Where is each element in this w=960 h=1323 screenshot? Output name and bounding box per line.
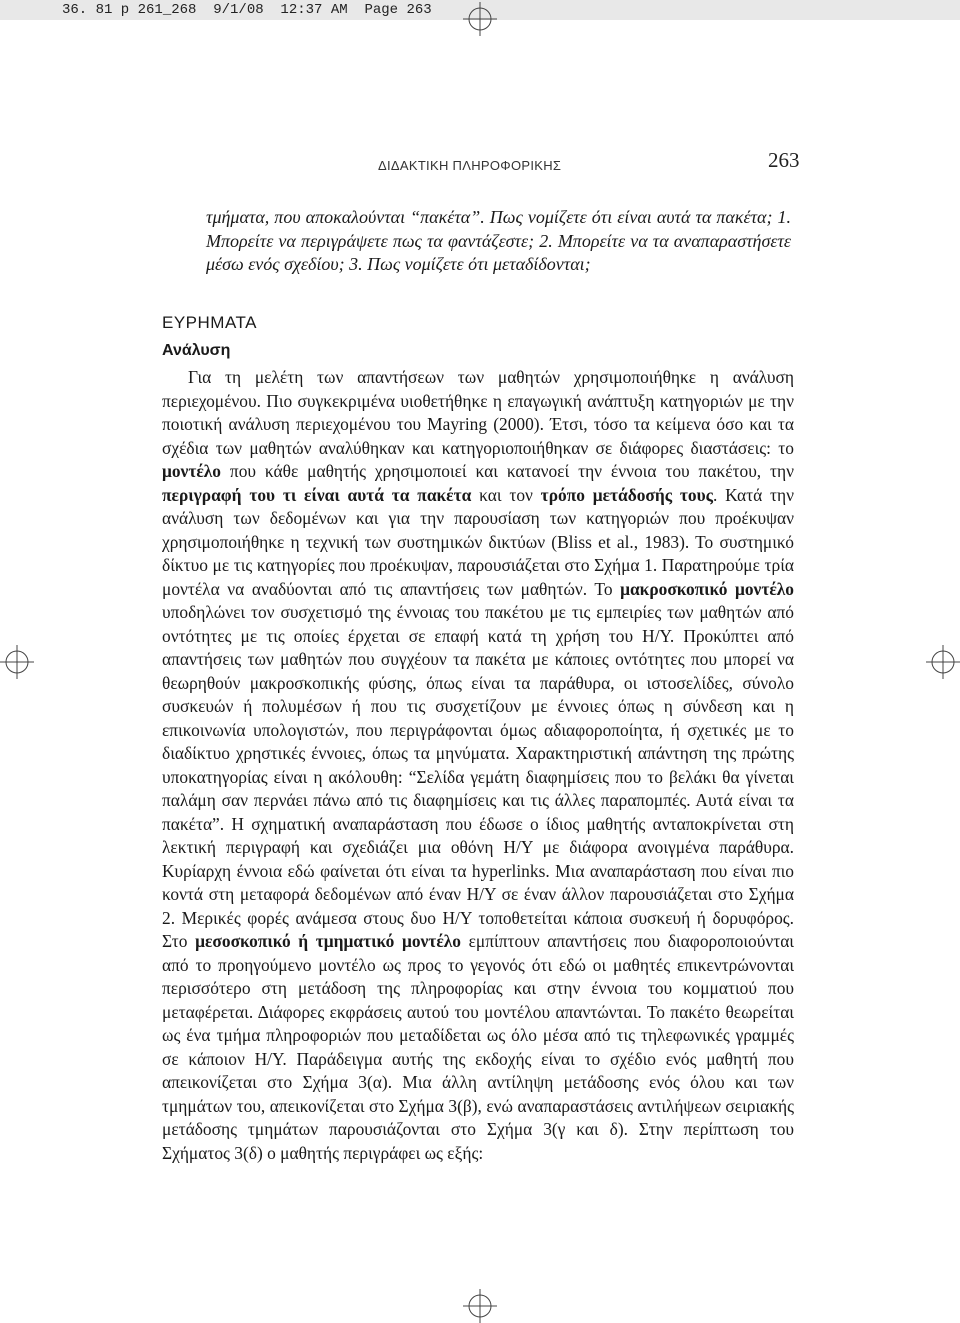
running-title: ΔΙΔΑΚΤΙΚΗ ΠΛΗΡΟΦΟΡΙΚΗΣ [378, 158, 562, 173]
bold-term-description: περιγραφή του τι είναι αυτά τα πακέτα [162, 484, 472, 505]
registration-mark-left [0, 645, 34, 679]
print-slug-line: 36. 81 p 261_268 9/1/08 12:37 AM Page 263 [0, 0, 960, 20]
text-run: υποδηλώνει τον συσχετισμό της έννοιας του πακέτου με τις εμπειρίες των μαθητών από οντότητες με τις οποίες έρχεται σε επαφή κατά τη χρήση του Η/Υ. Προκύπτει από απαντήσεις των μαθητών που συγχέουν τα πακέτα με κάποιες οντότητες που μπορεί να θεωρηθούν μακροσκοπικής φύσης, όπως είναι τα παράθυρα, οι ιστοσελίδες, σύνολο συσκευών ή πολυμέσων ή που τις συσχετίζουν με έννοιες όπως η σύνδεση και η επικοινωνία υπολογιστών, που περιγράφονται όμως αδιαφοροποίητα, ή σχετικές με το διαδίκτυο χρηστικές έννοιες, όπως τα μηνύματα. Χαρακτηριστική απάντηση της πρώτης υποκατηγορίας είναι η ακόλουθη: “Σελίδα γεμάτη διαφημίσεις που το βελάκι θα γίνεται παλάμη σαν περνάει πάνω από τις διαφημίσεις και τις άλλες παραπομπές. Αυτά είναι τα πακέτα”. Η σχηματική αναπαράσταση που έδωσε ο ίδιος μαθητής ανταποκρίνεται στη λεκτική περιγραφή και σχεδιάζει μια οθόνη Η/Υ με διάφορα ανοιγμένα παράθυρα. Κυρίαρχη έννοια εδώ φαίνεται ότι είναι τα hyperlinks. Μια αναπαράσταση που είναι πιο κοντά στη μεταφορά δεδομένων από έναν Η/Υ σε έναν άλλον παρουσιάζεται στο Σχήμα 2. Μερικές φορές ανάμεσα στους δυο Η/Υ τοποθετείται κάποια συσκευή ή δορυφόρος. Στο [162, 602, 794, 951]
registration-mark-top [463, 2, 497, 36]
page-number: 263 [768, 148, 800, 172]
bold-term-macroscopic-model: μακροσκοπικό μοντέλο [620, 578, 794, 599]
text-run: και τον [471, 484, 541, 505]
bold-term-mesoscopic-model: μεσοσκοπικό ή τμηματικό μοντέλο [195, 931, 461, 951]
text-run: Για τη μελέτη των απαντήσεων των μαθητών χρησιμοποιήθηκε η ανάλυση περιεχομένου. Πιο συγκεκριμένα υιοθετήθηκε η επαγωγική ανάπτυξη κατηγοριών με την ποιοτική ανάλυση περιεχομένου του Mayring (2000). Έτσι, τόσο τα κείμενα όσο και τα σχέδια των μαθητών αναλύθηκαν και κατηγοριοποιήθηκαν σε διάφορες διαστάσεις: το [162, 367, 794, 458]
bold-term-model: μοντέλο [162, 461, 222, 481]
body-paragraph [162, 366, 794, 1165]
registration-mark-right [926, 645, 960, 679]
intro-question-text: τμήματα, που αποκαλούνται “πακέτα”. Πως νομίζετε ότι είναι αυτά τα πακέτα; 1. Μπορείτε να περιγράψετε πως τα φαντάζεστε; 2. Μπορείτε να τα αναπαραστήσετε μέσω ενός σχεδίου; 3. Πως νομίζετε ότι μεταδίδονται; [206, 207, 791, 274]
registration-mark-bottom [463, 1289, 497, 1323]
text-run: . Κατά την ανάλυση των δεδομένων και για την παρουσίαση των κατηγοριών που προέκυψαν χρησιμοποιήθηκε η τεχνική των συστημικών δικτύων (Bliss et al., 1983). Το συστημικό δίκτυο με τις κατηγορίες που προέκυψαν, παρουσιάζεται στο Σχήμα 1. Παρατηρούμε τρία μοντέλα να αναδύονται από τις απαντήσεις των μαθητών. Το [162, 484, 794, 599]
bold-term-transmission: τρόπο μετάδοσής τους [540, 484, 713, 505]
text-run: που κάθε μαθητής χρησιμοποιεί και κατανοεί την έννοια του πακέτου, την [221, 461, 794, 481]
subsection-heading: Ανάλυση [162, 342, 231, 359]
section-heading: ΕΥΡΗΜΑΤΑ [162, 313, 257, 332]
text-run: εμπίπτουν απαντήσεις που διαφοροποιούνται από το προηγούμενο μοντέλο ως προς το γεγονός ότι εδώ οι μαθητές επικεντρώνονται περισσότερο στη μετάδοση της πληροφορίας και στην έννοια του κομματιού που μεταφέρεται. Διάφορες εκφράσεις αυτού του μοντέλου απαντώνται. Το πακέτο θεωρείται ως ένα τμήμα πληροφοριών που μεταδίδεται ως όλο μέσα από τις τηλεφωνικές γραμμές σε κάποιον Η/Υ. Παράδειγμα αυτής της εκδοχής είναι το σχέδιο ενός μαθητή που απεικονίζεται στο Σχήμα 3(α). Μια άλλη αντίληψη μετάδοσης ενός όλου και των τμημάτων του, απεικονίζεται στο Σχήμα 3(β), ενώ αναπαραστάσεις αντιλήψεων σειριακής μετάδοσης τμημάτων παρουσιάζονται στο Σχήμα 3(γ και δ). Στην περίπτωση του Σχήματος 3(δ) ο μαθητής περιγράφει ως εξής: [162, 931, 794, 1163]
